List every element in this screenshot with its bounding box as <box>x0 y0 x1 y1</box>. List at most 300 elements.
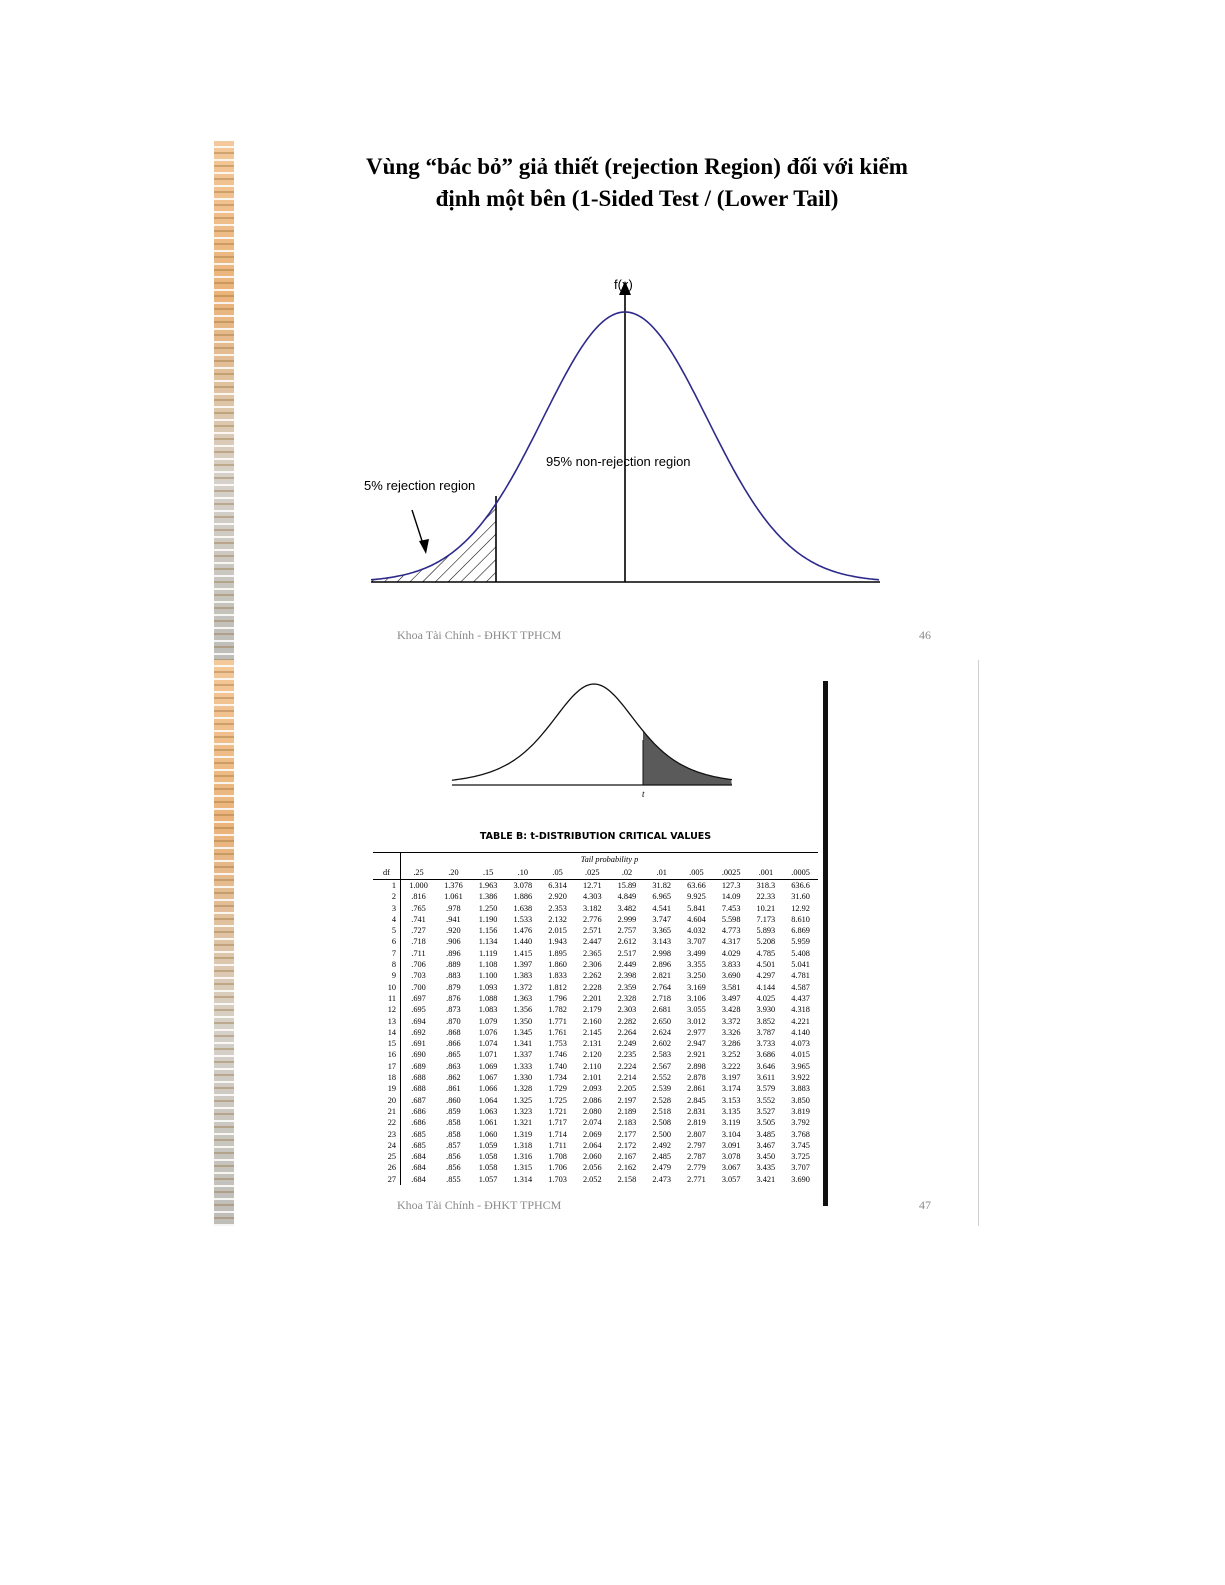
critical-value-cell: 22.33 <box>756 892 776 902</box>
table-row <box>373 993 818 1004</box>
critical-value-cell: 2.764 <box>652 982 672 992</box>
probability-column-header: .025 <box>575 866 610 880</box>
critical-value-cell: 2.779 <box>687 1163 706 1173</box>
critical-value-cell: 1.069 <box>478 1061 498 1071</box>
critical-value-cell: 2.201 <box>582 993 602 1003</box>
critical-value-cell: .695 <box>411 1005 426 1015</box>
critical-value-cell: 3.250 <box>687 971 706 981</box>
df-cell: 12 <box>373 1004 401 1015</box>
df-cell: 15 <box>373 1038 401 1049</box>
df-cell: 24 <box>373 1140 401 1151</box>
table-row <box>373 948 818 959</box>
critical-value-cell: 2.328 <box>617 993 637 1003</box>
critical-value-cell: 1.057 <box>478 1174 498 1184</box>
critical-value-cell: 2.602 <box>652 1039 672 1049</box>
critical-value-cell: 6.965 <box>652 892 672 902</box>
critical-value-cell: .861 <box>446 1084 461 1094</box>
title-line-1: Vùng “bác bỏ” giả thiết (rejection Region) đối với kiểm <box>366 154 908 179</box>
critical-value-cell: 1.333 <box>513 1061 533 1071</box>
critical-value-cell: 2.158 <box>617 1174 637 1184</box>
critical-value-cell: 1.943 <box>548 937 567 947</box>
critical-value-cell: .697 <box>411 993 426 1003</box>
critical-value-cell: 1.753 <box>548 1039 567 1049</box>
table-row <box>373 1151 818 1162</box>
critical-value-cell: 4.781 <box>791 971 810 981</box>
critical-value-cell: .863 <box>446 1061 461 1071</box>
critical-value-cell: 2.449 <box>617 960 637 970</box>
critical-value-cell: 2.228 <box>582 982 602 992</box>
critical-value-cell: 2.132 <box>548 914 567 924</box>
critical-value-cell: 2.571 <box>582 926 602 936</box>
df-cell: 21 <box>373 1106 401 1117</box>
df-cell: 8 <box>373 959 401 970</box>
critical-value-cell: 2.120 <box>582 1050 602 1060</box>
probability-column-header: .02 <box>610 866 645 880</box>
df-cell: 6 <box>373 936 401 947</box>
critical-value-cell: 3.222 <box>721 1061 741 1071</box>
df-header-spacer <box>373 853 401 867</box>
critical-value-cell: 2.898 <box>687 1061 706 1071</box>
critical-value-cell: .688 <box>411 1084 426 1094</box>
tail-probability-header: Tail probability p <box>401 853 819 867</box>
table-row <box>373 1117 818 1128</box>
critical-value-cell: .694 <box>411 1016 426 1026</box>
critical-value-cell: 1.063 <box>478 1106 498 1116</box>
critical-value-cell: 2.086 <box>582 1095 602 1105</box>
critical-value-cell: 1.638 <box>513 903 533 913</box>
critical-value-cell: 3.690 <box>721 971 741 981</box>
critical-value-cell: 2.612 <box>617 937 637 947</box>
table-row <box>373 1072 818 1083</box>
critical-value-cell: 1.725 <box>548 1095 567 1105</box>
critical-value-cell: 2.878 <box>687 1073 706 1083</box>
critical-value-cell: 2.681 <box>652 1005 672 1015</box>
critical-value-cell: .684 <box>411 1174 426 1184</box>
critical-value-cell: 1.746 <box>548 1050 567 1060</box>
critical-value-cell: 2.797 <box>687 1140 706 1150</box>
critical-value-cell: 1.079 <box>478 1016 498 1026</box>
critical-value-cell: 12.92 <box>791 903 810 913</box>
table-row <box>373 1083 818 1094</box>
critical-value-cell: 3.143 <box>652 937 672 947</box>
critical-value-cell: .941 <box>446 914 461 924</box>
critical-value-cell: 3.326 <box>721 1027 741 1037</box>
critical-value-cell: 5.208 <box>756 937 776 947</box>
critical-value-cell: 1.397 <box>513 960 533 970</box>
critical-value-cell: 1.812 <box>548 982 567 992</box>
footer-institution: Khoa Tài Chính - ĐHKT TPHCM <box>397 628 562 642</box>
critical-value-cell: 1.076 <box>478 1027 498 1037</box>
critical-value-cell: 2.093 <box>582 1084 602 1094</box>
critical-value-cell: .856 <box>446 1152 461 1162</box>
critical-value-cell: 3.078 <box>513 881 533 890</box>
critical-value-cell: 3.965 <box>791 1061 810 1071</box>
table-row <box>373 959 818 970</box>
critical-value-cell: 1.356 <box>513 1005 533 1015</box>
critical-value-cell: 2.479 <box>652 1163 672 1173</box>
critical-value-cell: 1.119 <box>478 948 498 958</box>
critical-value-cell: 2.861 <box>687 1084 706 1094</box>
table-row <box>373 1049 818 1060</box>
critical-value-cell: 1.190 <box>478 914 498 924</box>
critical-value-cell: 2.807 <box>687 1129 706 1139</box>
critical-value-cell: 1.833 <box>548 971 567 981</box>
df-cell: 14 <box>373 1027 401 1038</box>
critical-value-cell: 1.314 <box>513 1174 533 1184</box>
critical-value-cell: .920 <box>446 926 461 936</box>
table-row <box>373 1027 818 1038</box>
critical-value-cell: 2.110 <box>583 1061 602 1071</box>
critical-value-cell: 3.792 <box>791 1118 810 1128</box>
critical-value-cell: 2.064 <box>582 1140 602 1150</box>
critical-value-cell: 3.611 <box>756 1073 776 1083</box>
critical-value-cell: .685 <box>411 1129 426 1139</box>
critical-value-cell: 4.073 <box>791 1039 810 1049</box>
critical-value-cell: 2.787 <box>687 1152 706 1162</box>
critical-value-cell: 3.690 <box>791 1174 810 1184</box>
critical-value-cell: 1.860 <box>548 960 567 970</box>
critical-value-cell: 1.058 <box>478 1163 498 1173</box>
critical-value-cell: 2.517 <box>617 948 637 958</box>
critical-value-cell: 4.144 <box>756 982 776 992</box>
critical-value-cell: 2.167 <box>617 1152 637 1162</box>
probability-column-header: .05 <box>540 866 575 880</box>
critical-value-cell: 1.323 <box>513 1106 533 1116</box>
df-cell: 11 <box>373 993 401 1004</box>
df-cell: 2 <box>373 891 401 902</box>
critical-value-cell: 4.773 <box>721 926 741 936</box>
critical-value-cell: .896 <box>446 948 461 958</box>
critical-value-cell: 2.831 <box>687 1106 706 1116</box>
critical-value-cell: 2.398 <box>617 971 637 981</box>
critical-value-cell: 1.345 <box>513 1027 533 1037</box>
table-row <box>373 1004 818 1015</box>
df-cell: 20 <box>373 1095 401 1106</box>
critical-value-cell: 5.841 <box>687 903 706 913</box>
critical-value-cell: 1.711 <box>548 1140 567 1150</box>
fx-label: f(x) <box>614 277 633 292</box>
critical-value-cell: 1.363 <box>513 993 533 1003</box>
critical-value-cell: 2.771 <box>687 1174 706 1184</box>
critical-value-cell: 1.415 <box>513 948 533 958</box>
table-row <box>373 891 818 902</box>
critical-value-cell: .718 <box>411 937 426 947</box>
critical-value-cell: 4.437 <box>791 993 810 1003</box>
critical-value-cell: .865 <box>446 1050 461 1060</box>
slide-46 <box>214 141 980 660</box>
critical-value-cell: 3.435 <box>756 1163 776 1173</box>
critical-value-cell: .873 <box>446 1005 461 1015</box>
critical-value-cell: 1.321 <box>513 1118 533 1128</box>
critical-value-cell: .883 <box>446 971 461 981</box>
critical-value-cell: 1.061 <box>444 892 463 902</box>
critical-value-cell: 4.317 <box>721 937 741 947</box>
critical-value-cell: 2.172 <box>617 1140 637 1150</box>
critical-value-cell: 9.925 <box>687 892 706 902</box>
critical-value-cell: 3.104 <box>721 1129 741 1139</box>
df-cell: 22 <box>373 1117 401 1128</box>
critical-value-cell: 3.922 <box>791 1073 810 1083</box>
critical-value-cell: 2.262 <box>582 971 602 981</box>
critical-value-cell: 3.197 <box>721 1073 741 1083</box>
critical-value-cell: 3.552 <box>756 1095 776 1105</box>
critical-value-cell: 4.587 <box>791 982 810 992</box>
critical-value-cell: 2.131 <box>582 1039 602 1049</box>
critical-value-cell: 3.499 <box>687 948 706 958</box>
critical-value-cell: .870 <box>446 1016 461 1026</box>
critical-value-cell: 1.376 <box>444 881 463 890</box>
critical-value-cell: 5.959 <box>791 937 810 947</box>
critical-value-cell: 4.785 <box>756 948 776 958</box>
table-row <box>373 925 818 936</box>
critical-value-cell: 3.852 <box>756 1016 776 1026</box>
critical-value-cell: 2.624 <box>652 1027 672 1037</box>
critical-value-cell: 2.183 <box>617 1118 637 1128</box>
df-cell: 19 <box>373 1083 401 1094</box>
critical-value-cell: 1.771 <box>548 1016 567 1026</box>
probability-column-header: .10 <box>505 866 540 880</box>
df-header: df <box>373 866 401 880</box>
critical-value-cell: 12.71 <box>582 881 602 890</box>
critical-value-cell: 2.205 <box>617 1084 637 1094</box>
table-row <box>373 914 818 925</box>
critical-value-cell: 4.604 <box>687 914 706 924</box>
critical-value-cell: 2.235 <box>617 1050 637 1060</box>
critical-value-cell: 2.306 <box>582 960 602 970</box>
critical-value-cell: 2.145 <box>582 1027 602 1037</box>
critical-value-cell: 15.89 <box>617 881 637 890</box>
critical-value-cell: 2.583 <box>652 1050 672 1060</box>
critical-value-cell: 63.66 <box>687 881 706 890</box>
critical-value-cell: 1.064 <box>478 1095 498 1105</box>
critical-value-cell: 3.527 <box>756 1106 776 1116</box>
critical-value-cell: 1.440 <box>513 937 533 947</box>
critical-value-cell: 5.408 <box>791 948 810 958</box>
critical-value-cell: 2.819 <box>687 1118 706 1128</box>
critical-value-cell: 3.057 <box>721 1174 741 1184</box>
critical-value-cell: 1.083 <box>478 1005 498 1015</box>
critical-value-cell: 1.350 <box>513 1016 533 1026</box>
critical-value-cell: 14.09 <box>721 892 741 902</box>
critical-value-cell: 1.315 <box>513 1163 533 1173</box>
critical-value-cell: 3.930 <box>756 1005 776 1015</box>
df-cell: 27 <box>373 1174 401 1185</box>
critical-value-cell: 3.581 <box>721 982 741 992</box>
df-cell: 26 <box>373 1162 401 1173</box>
critical-value-cell: 2.162 <box>617 1163 637 1173</box>
critical-value-cell: .906 <box>446 937 461 947</box>
critical-value-cell: 7.173 <box>756 914 776 924</box>
probability-column-header: .25 <box>401 866 437 880</box>
df-cell: 3 <box>373 903 401 914</box>
probability-column-header: .20 <box>436 866 471 880</box>
table-row <box>373 1038 818 1049</box>
critical-value-cell: 4.221 <box>791 1016 810 1026</box>
critical-value-cell: 1.734 <box>548 1073 567 1083</box>
critical-value-cell: 1.341 <box>513 1039 533 1049</box>
critical-value-cell: 4.849 <box>617 892 637 902</box>
critical-value-cell: .741 <box>411 914 426 924</box>
t-distribution-table <box>373 852 818 1185</box>
critical-value-cell: 2.074 <box>582 1118 602 1128</box>
critical-value-cell: 1.059 <box>478 1140 498 1150</box>
critical-value-cell: .711 <box>411 948 426 958</box>
critical-value-cell: 1.729 <box>548 1084 567 1094</box>
critical-value-cell: 4.029 <box>721 948 741 958</box>
critical-value-cell: 2.447 <box>582 937 602 947</box>
critical-value-cell: .866 <box>446 1039 461 1049</box>
probability-column-header: .01 <box>644 866 679 880</box>
critical-value-cell: .855 <box>446 1174 461 1184</box>
t-density-curve <box>452 684 732 780</box>
critical-value-cell: 127.3 <box>721 881 741 890</box>
df-cell: 17 <box>373 1061 401 1072</box>
probability-column-header: .001 <box>749 866 784 880</box>
critical-value-cell: 3.745 <box>791 1140 810 1150</box>
df-cell: 23 <box>373 1129 401 1140</box>
df-cell: 9 <box>373 970 401 981</box>
critical-value-cell: .686 <box>411 1106 426 1116</box>
critical-value-cell: 1.895 <box>548 948 567 958</box>
critical-value-cell: 2.069 <box>582 1129 602 1139</box>
critical-value-cell: 3.450 <box>756 1152 776 1162</box>
title-line-2: định một bên (1-Sided Test / (Lower Tail) <box>435 186 839 211</box>
critical-value-cell: .692 <box>411 1027 426 1037</box>
critical-value-cell: 2.015 <box>548 926 567 936</box>
critical-value-cell: 2.179 <box>582 1005 602 1015</box>
critical-value-cell: 1.330 <box>513 1073 533 1083</box>
critical-value-cell: 2.473 <box>652 1174 672 1184</box>
critical-value-cell: 1.886 <box>513 892 533 902</box>
critical-value-cell: 3.725 <box>791 1152 810 1162</box>
critical-value-cell: 2.056 <box>582 1163 602 1173</box>
critical-value-cell: .816 <box>411 892 426 902</box>
critical-value-cell: 2.177 <box>617 1129 637 1139</box>
critical-value-cell: 3.182 <box>582 903 602 913</box>
critical-value-cell: 2.757 <box>617 926 637 936</box>
critical-value-cell: 3.883 <box>791 1084 810 1094</box>
critical-value-cell: 3.707 <box>791 1163 810 1173</box>
critical-value-cell: .691 <box>411 1039 426 1049</box>
critical-value-cell: 1.067 <box>478 1073 498 1083</box>
probability-column-header: .0025 <box>714 866 749 880</box>
df-cell: 7 <box>373 948 401 959</box>
critical-value-cell: 1.250 <box>478 903 498 913</box>
critical-value-cell: 2.282 <box>617 1016 637 1026</box>
critical-value-cell: .727 <box>411 926 426 936</box>
critical-value-cell: 4.501 <box>756 960 776 970</box>
critical-value-cell: .687 <box>411 1095 426 1105</box>
critical-value-cell: 1.963 <box>478 881 498 890</box>
page-number: 46 <box>919 628 931 642</box>
critical-value-cell: 1.134 <box>478 937 498 947</box>
critical-value-cell: 3.819 <box>791 1106 810 1116</box>
critical-value-cell: 4.318 <box>791 1005 810 1015</box>
critical-value-cell: 3.119 <box>721 1118 741 1128</box>
critical-value-cell: 8.610 <box>791 914 810 924</box>
critical-value-cell: 4.140 <box>791 1027 810 1037</box>
critical-value-cell: 2.160 <box>582 1016 602 1026</box>
critical-value-cell: .856 <box>446 1163 461 1173</box>
critical-value-cell: 3.106 <box>687 993 706 1003</box>
critical-value-cell: 3.078 <box>721 1152 741 1162</box>
critical-value-cell: 1.316 <box>513 1152 533 1162</box>
critical-value-cell: .860 <box>446 1095 461 1105</box>
critical-value-cell: 3.252 <box>721 1050 741 1060</box>
critical-value-cell: 3.733 <box>756 1039 776 1049</box>
critical-value-cell: 1.372 <box>513 982 533 992</box>
df-cell: 13 <box>373 1016 401 1027</box>
critical-value-cell: 4.025 <box>756 993 776 1003</box>
critical-value-cell: .689 <box>411 1061 426 1071</box>
critical-value-cell: 1.100 <box>478 971 498 981</box>
critical-value-cell: 5.041 <box>791 960 810 970</box>
critical-value-cell: 1.156 <box>478 926 498 936</box>
critical-value-cell: .703 <box>411 971 426 981</box>
critical-value-cell: 3.365 <box>652 926 672 936</box>
critical-value-cell: 1.796 <box>548 993 567 1003</box>
critical-value-cell: 1.000 <box>409 881 428 890</box>
critical-value-cell: 1.088 <box>478 993 498 1003</box>
critical-value-cell: 1.383 <box>513 971 533 981</box>
critical-value-cell: 1.717 <box>548 1118 567 1128</box>
critical-value-cell: .706 <box>411 960 426 970</box>
critical-value-cell: .879 <box>446 982 461 992</box>
critical-value-cell: 3.686 <box>756 1050 776 1060</box>
critical-value-cell: .868 <box>446 1027 461 1037</box>
critical-value-cell: 2.552 <box>652 1073 672 1083</box>
critical-value-cell: .858 <box>446 1129 461 1139</box>
critical-value-cell: 2.508 <box>652 1118 672 1128</box>
critical-value-cell: 1.060 <box>478 1129 498 1139</box>
critical-value-cell: .688 <box>411 1073 426 1083</box>
critical-value-cell: 2.500 <box>652 1129 672 1139</box>
critical-value-cell: 1.714 <box>548 1129 567 1139</box>
rejection-region-label: 5% rejection region <box>364 478 476 493</box>
critical-value-cell: 4.015 <box>791 1050 810 1060</box>
rejection-region-hatched <box>371 504 496 582</box>
critical-value-cell: 2.845 <box>687 1095 706 1105</box>
critical-value-cell: 3.091 <box>721 1140 741 1150</box>
critical-value-cell: 2.303 <box>617 1005 637 1015</box>
critical-value-cell: 2.249 <box>617 1039 637 1049</box>
critical-value-cell: 2.921 <box>687 1050 706 1060</box>
critical-value-cell: 2.528 <box>652 1095 672 1105</box>
critical-value-cell: 3.497 <box>721 993 741 1003</box>
critical-value-cell: 1.066 <box>478 1084 498 1094</box>
critical-value-cell: 1.328 <box>513 1084 533 1094</box>
critical-value-cell: 2.776 <box>582 914 602 924</box>
critical-value-cell: 7.453 <box>721 903 741 913</box>
critical-value-cell: .857 <box>446 1140 461 1150</box>
critical-value-cell: 6.314 <box>548 881 567 890</box>
critical-value-cell: 1.074 <box>478 1039 498 1049</box>
critical-value-cell: 3.505 <box>756 1118 776 1128</box>
df-cell: 16 <box>373 1049 401 1060</box>
critical-value-cell: 2.365 <box>582 948 602 958</box>
critical-value-cell: 3.355 <box>687 960 706 970</box>
critical-value-cell: 2.567 <box>652 1061 672 1071</box>
probability-column-header: .005 <box>679 866 714 880</box>
critical-value-cell: 2.353 <box>548 903 567 913</box>
table-row <box>373 1129 818 1140</box>
critical-value-cell: 3.747 <box>652 914 672 924</box>
critical-value-cell: .700 <box>411 982 426 992</box>
critical-value-cell: 1.386 <box>478 892 498 902</box>
critical-value-cell: 1.337 <box>513 1050 533 1060</box>
df-cell: 4 <box>373 914 401 925</box>
critical-value-cell: 2.999 <box>617 914 637 924</box>
